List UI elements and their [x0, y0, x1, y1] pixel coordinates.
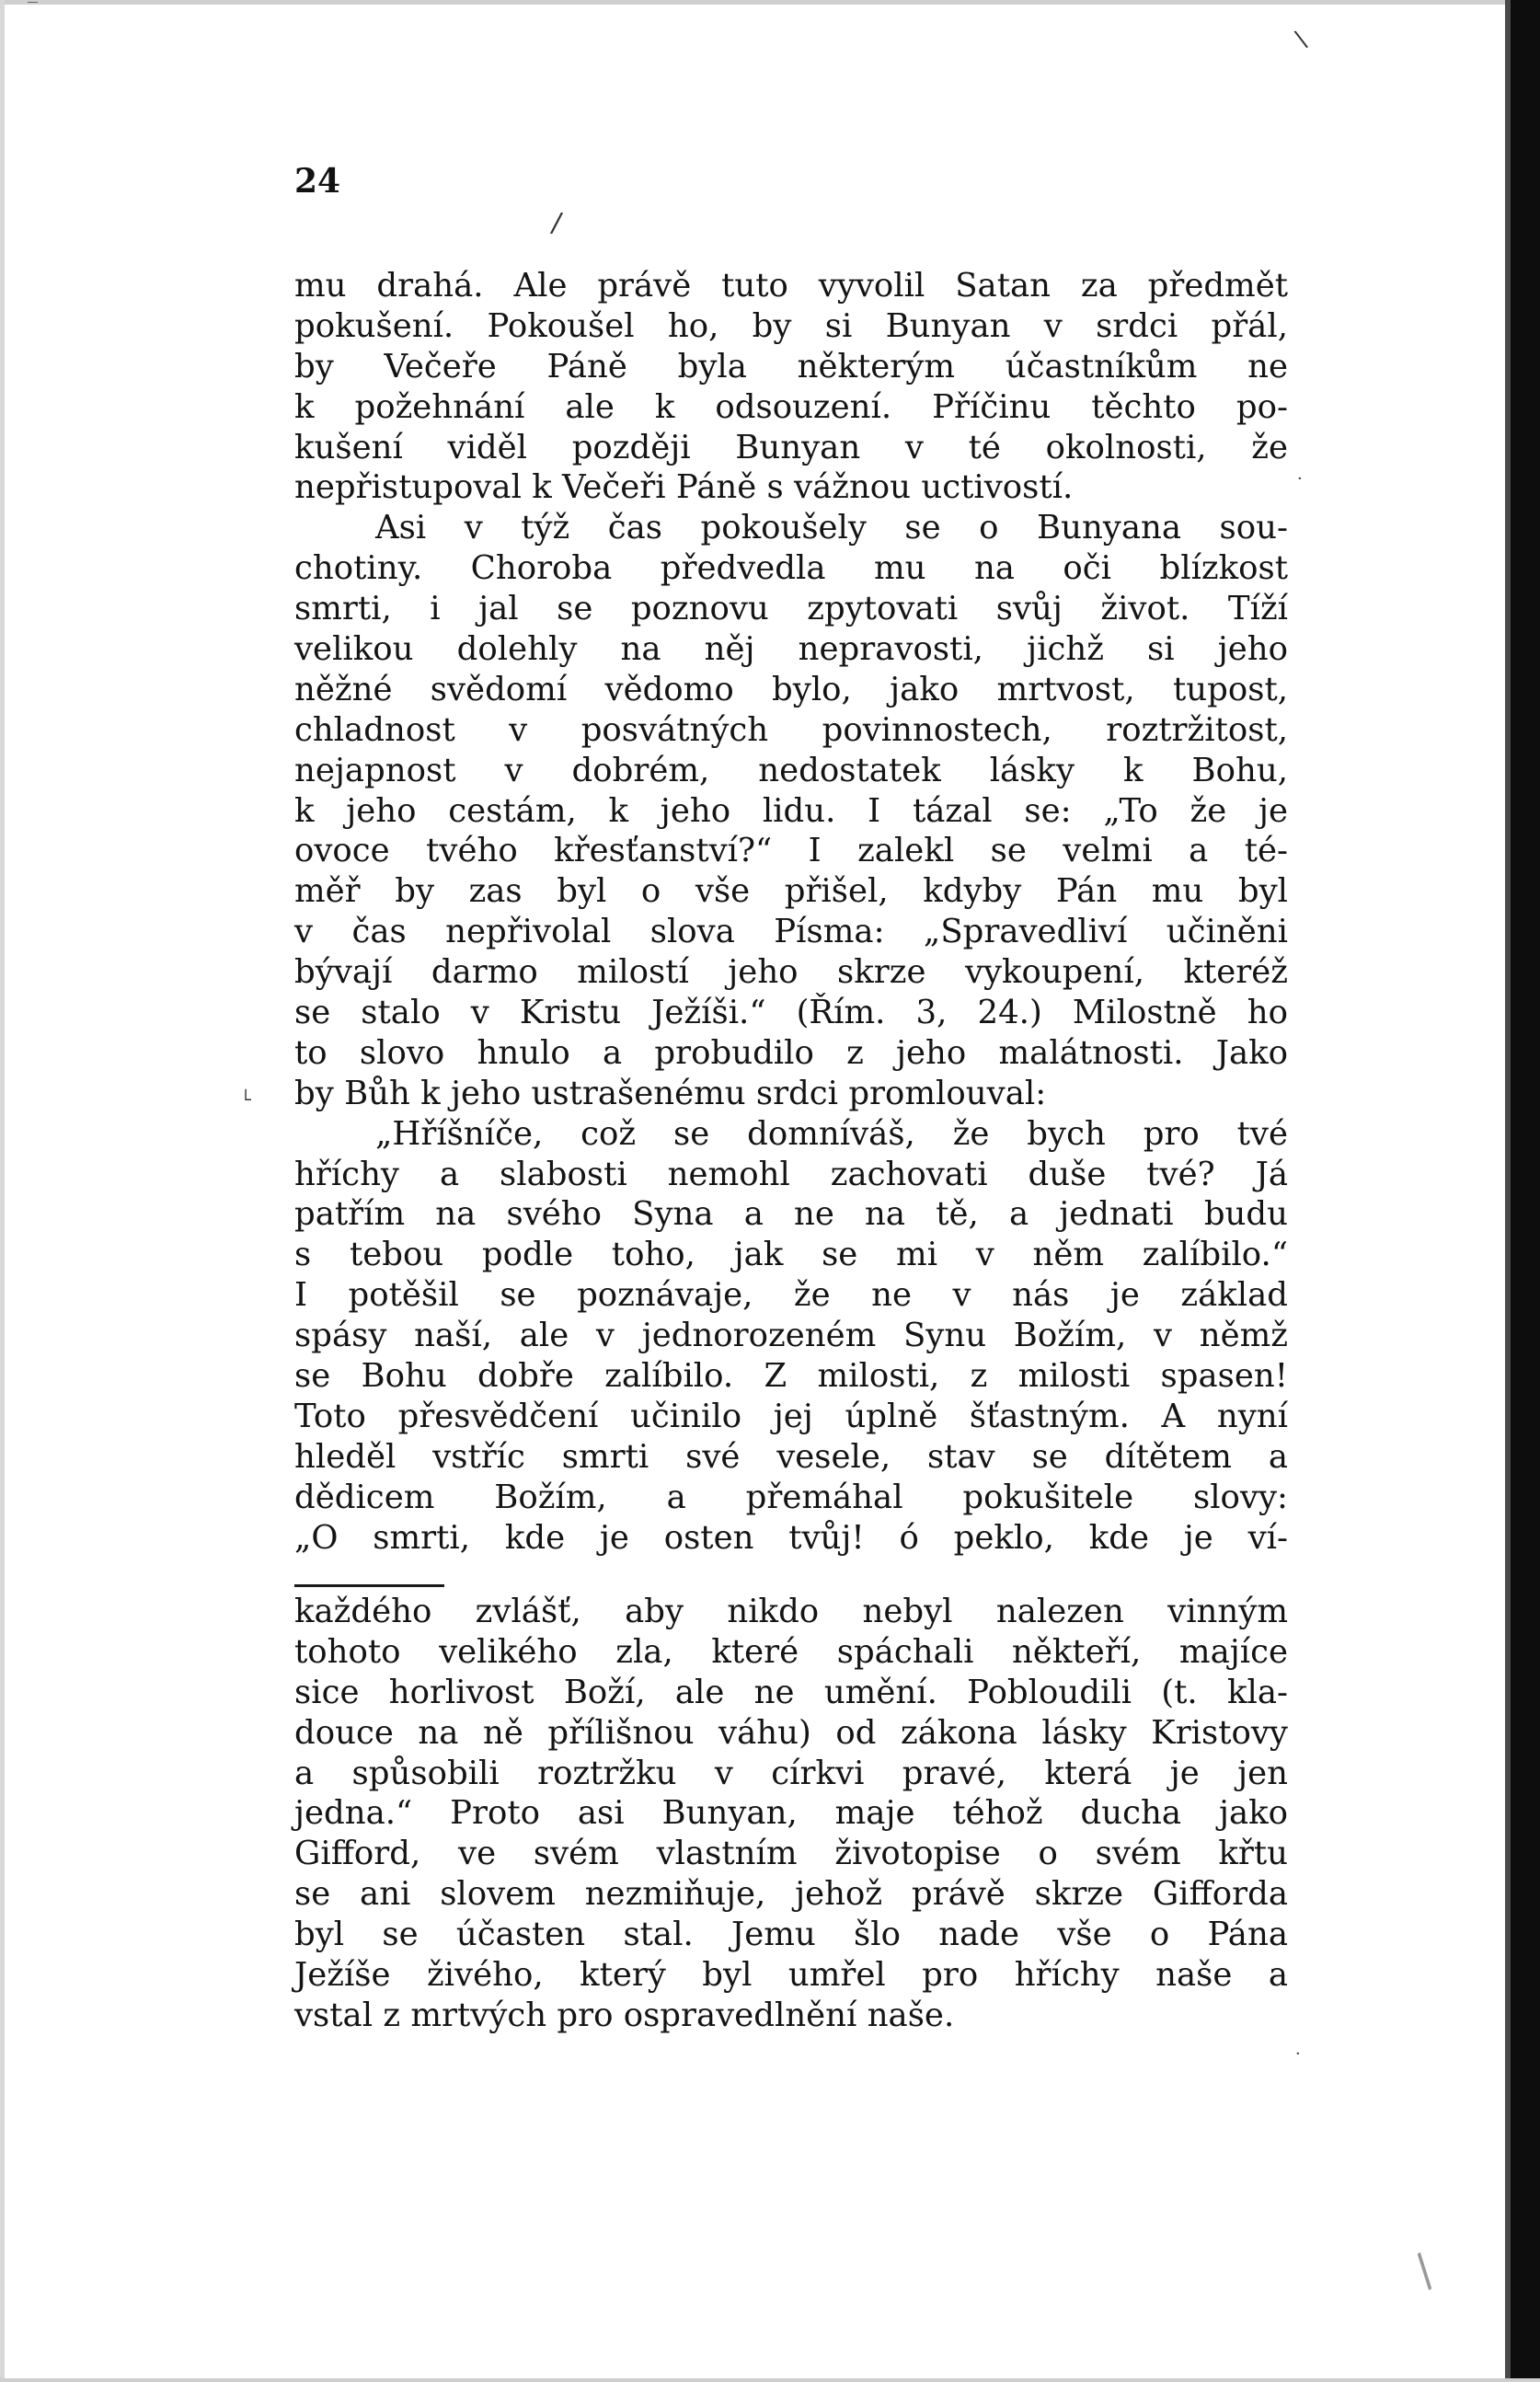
text-line: patřím na svého Syna a ne na tě, a jednati budu: [294, 1195, 1288, 1234]
footnote-line: sice horlivost Boží, ale ne umění. Pobloudili (t. kla-: [294, 1673, 1288, 1711]
text-line: dědicem Božím, a přemáhal pokušitele slovy:: [294, 1478, 1288, 1516]
text-line: se Bohu dobře zalíbilo. Z milosti, z milosti spasen!: [294, 1357, 1288, 1396]
scan-mark-left: ˪: [244, 1076, 253, 1107]
text-line: kušení viděl později Bunyan v té okolnosti, že: [294, 428, 1288, 466]
text-line: Toto přesvědčení učinilo jej úplně šťastným. A nyní: [294, 1397, 1288, 1435]
scan-mark-top-right: \: [1293, 25, 1310, 54]
text-line: nepřistupoval k Večeři Páně s vážnou uctivostí.: [294, 468, 1074, 507]
text-line: ovoce tvého křesťanství?“ I zalekl se velmi a té-: [294, 832, 1288, 870]
text-line: by Bůh k jeho ustrašenému srdci promlouval:: [294, 1074, 1047, 1112]
page-edge-top: [0, 0, 1540, 5]
footnote-text: [294, 1592, 1288, 2036]
text-line: chotiny. Choroba předvedla mu na oči blízkost: [294, 549, 1288, 588]
text-line: smrti, i jal se poznovu zpytovati svůj život. Tíží: [294, 590, 1288, 628]
text-line: s tebou podle toho, jak se mi v něm zalíbilo.“: [294, 1236, 1288, 1274]
footnote-line: jedna.“ Proto asi Bunyan, maje téhož ducha jako: [294, 1794, 1288, 1833]
text-line: hříchy a slabosti nemohl zachovati duše tvé? Já: [294, 1155, 1288, 1193]
footnote-line: tohoto velikého zla, které spáchali někteří, majíce: [294, 1632, 1288, 1671]
text-line: k požehnání ale k odsouzení. Příčinu těchto po-: [294, 387, 1288, 426]
text-line: Asi v týž čas pokoušely se o Bunyana sou-: [375, 509, 1288, 547]
footnote-line: Ježíše živého, který byl umřel pro hříchy naše a: [294, 1956, 1288, 1995]
text-line: něžné svědomí vědomo bylo, jako mrtvost, tupost,: [294, 670, 1288, 708]
page-edge-bottom: [0, 2378, 1540, 2382]
footnote-divider: [294, 1584, 444, 1587]
page-edge-left: [0, 0, 5, 2382]
text-line: nejapnost v dobrém, nedostatek lásky k Bohu,: [294, 751, 1288, 789]
text-line: „O smrti, kde je osten tvůj! ó peklo, kde je ví-: [294, 1518, 1288, 1557]
text-line: by Večeře Páně byla některým účastníkům ne: [294, 347, 1288, 385]
text-line: se stalo v Kristu Ježíši.“ (Řím. 3, 24.) Milostně ho: [294, 994, 1288, 1032]
footnote-line: každého zvlášť, aby nikdo nebyl nalezen vinným: [294, 1593, 1288, 1630]
text-line: mu drahá. Ale právě tuto vyvolil Satan za předmět: [294, 267, 1288, 305]
scan-mark-bottom-right: /: [1403, 2245, 1445, 2296]
text-line: hleděl vstříc smrti své vesele, stav se dítětem a: [294, 1437, 1288, 1476]
text-line: to slovo hnulo a probudilo z jeho malátnosti. Jako: [294, 1033, 1288, 1072]
footnote-line: se ani slovem nezmiňuje, jehož právě skrze Gifforda: [294, 1875, 1288, 1914]
text-line: v čas nepřivolal slova Písma: „Spravedliví učiněni: [294, 913, 1288, 951]
footnote-line: a spůsobili roztržku v církvi pravé, která je jen: [294, 1754, 1288, 1792]
text-line: měř by zas byl o vše přišel, kdyby Pán mu byl: [294, 872, 1288, 911]
page-number: 24: [294, 162, 341, 201]
scan-mark-dot: ·: [1297, 469, 1303, 489]
text-line: spásy naší, ale v jednorozeném Synu Božím, v němž: [294, 1317, 1288, 1355]
page-edge-right: [1511, 0, 1540, 2382]
text-line: chladnost v posvátných povinnostech, roztržitost,: [294, 710, 1288, 749]
text-line: I potěšil se poznávaje, že ne v nás je základ: [294, 1276, 1288, 1315]
footnote-line: Gifford, ve svém vlastním životopise o svém křtu: [294, 1835, 1288, 1873]
text-line: velikou dolehly na něj nepravosti, jichž si jeho: [294, 630, 1288, 669]
scan-mark-top-left: ‾: [28, 0, 38, 23]
footnote-line: byl se účasten stal. Jemu šlo nade vše o Pána: [294, 1916, 1288, 1954]
main-text: [294, 266, 1288, 1559]
text-line: k jeho cestám, k jeho lidu. I tázal se: „To že je: [294, 791, 1288, 830]
scan-mark-slash: /: [549, 206, 565, 240]
text-line: pokušení. Pokoušel ho, by si Bunyan v srdci přál,: [294, 306, 1288, 345]
footnote-line: douce na ně přílišnou váhu) od zákona lásky Kristovy: [294, 1713, 1288, 1752]
text-line: bývají darmo milostí jeho skrze vykoupení, kteréž: [294, 953, 1288, 992]
footnote-line: vstal z mrtvých pro ospravedlnění naše.: [294, 1996, 955, 2034]
text-line: „Hříšníče, což se domníváš, že bych pro tvé: [375, 1114, 1288, 1153]
scan-mark-dot: ·: [1295, 2044, 1301, 2064]
